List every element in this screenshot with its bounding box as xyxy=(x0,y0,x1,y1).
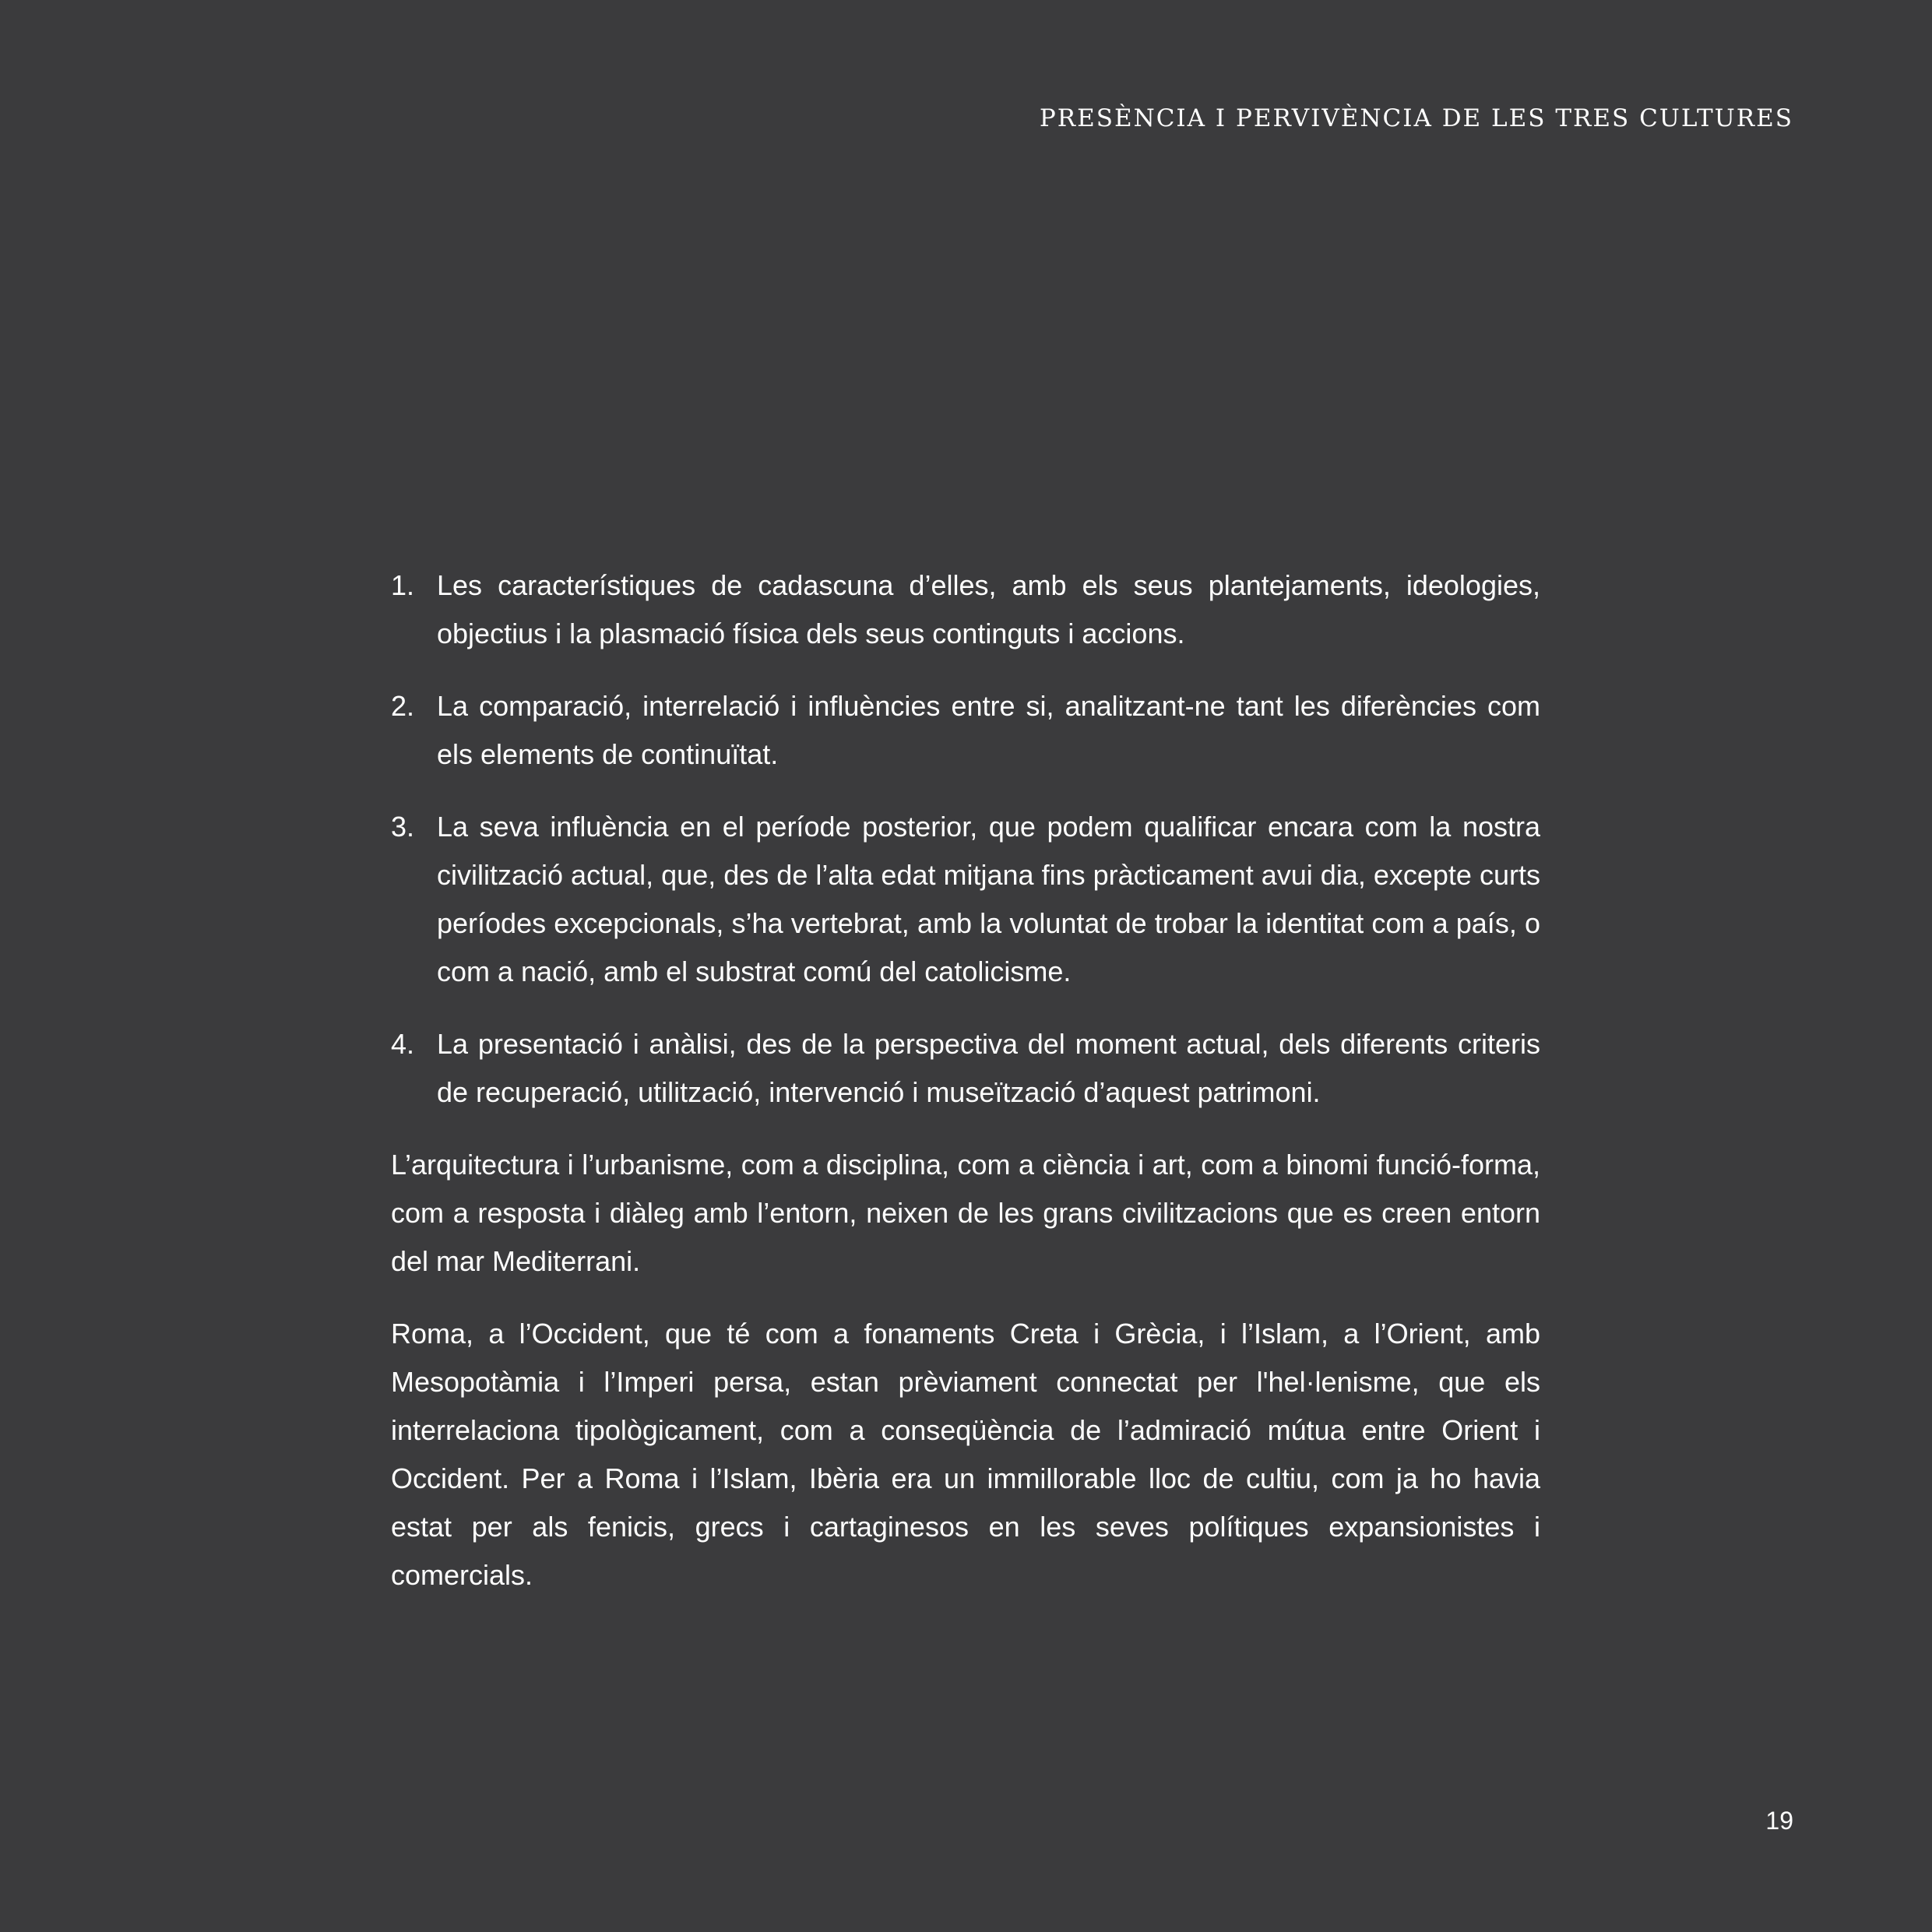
running-header: PRESÈNCIA I PERVIVÈNCIA DE LES TRES CULTURES xyxy=(1039,104,1793,132)
list-item xyxy=(391,1020,1540,1117)
numbered-list xyxy=(391,561,1540,1117)
list-item-text: La seva influència en el període posterior, que podem qualificar encara com la nostra civilització actual, que, des de l’alta edat mitjana fins pràcticament avui dia, excepte curts períodes excepcionals, s’ha vertebrat, amb la voluntat de trobar la identitat com a país, o com a nació, amb el substrat comú del catolicisme. xyxy=(437,811,1540,987)
list-item xyxy=(391,561,1540,658)
paragraph-rome-islam: Roma, a l’Occident, que té com a fonaments Creta i Grècia, i l’Islam, a l’Orient, amb Mesopotàmia i l’Imperi persa, estan prèviament connectat per l'hel·lenisme, que els interrelaciona tipològicament, com a conseqüència de l’admiració mútua entre Orient i Occident. Per a Roma i l’Islam, Ibèria era un immillorable lloc de cultiu, com ja ho havia estat per als fenicis, grecs i cartaginesos en les seves polítiques expansionistes i comercials. xyxy=(391,1318,1540,1591)
list-item-number: 1. xyxy=(391,569,415,601)
body-text xyxy=(391,561,1540,1624)
list-item-number: 4. xyxy=(391,1028,415,1060)
page-number: 19 xyxy=(1765,1807,1793,1835)
list-item xyxy=(391,682,1540,779)
list-item-number: 3. xyxy=(391,811,415,843)
list-item-text: Les característiques de cadascuna d’elles, amb els seus plantejaments, ideologies, objectius i la plasmació física dels seus continguts i accions. xyxy=(437,569,1540,649)
paragraph-architecture: L’arquitectura i l’urbanisme, com a disciplina, com a ciència i art, com a binomi funció-forma, com a resposta i diàleg amb l’entorn, neixen de les grans civilitzacions que es creen entorn del mar Mediterrani. xyxy=(391,1149,1540,1277)
list-item xyxy=(391,803,1540,996)
list-item-number: 2. xyxy=(391,690,415,722)
list-item-text: La comparació, interrelació i influències entre si, analitzant-ne tant les diferències com els elements de continuïtat. xyxy=(437,690,1540,770)
list-item-text: La presentació i anàlisi, des de la perspectiva del moment actual, dels diferents criteris de recuperació, utilització, intervenció i museïtzació d’aquest patrimoni. xyxy=(437,1028,1540,1108)
